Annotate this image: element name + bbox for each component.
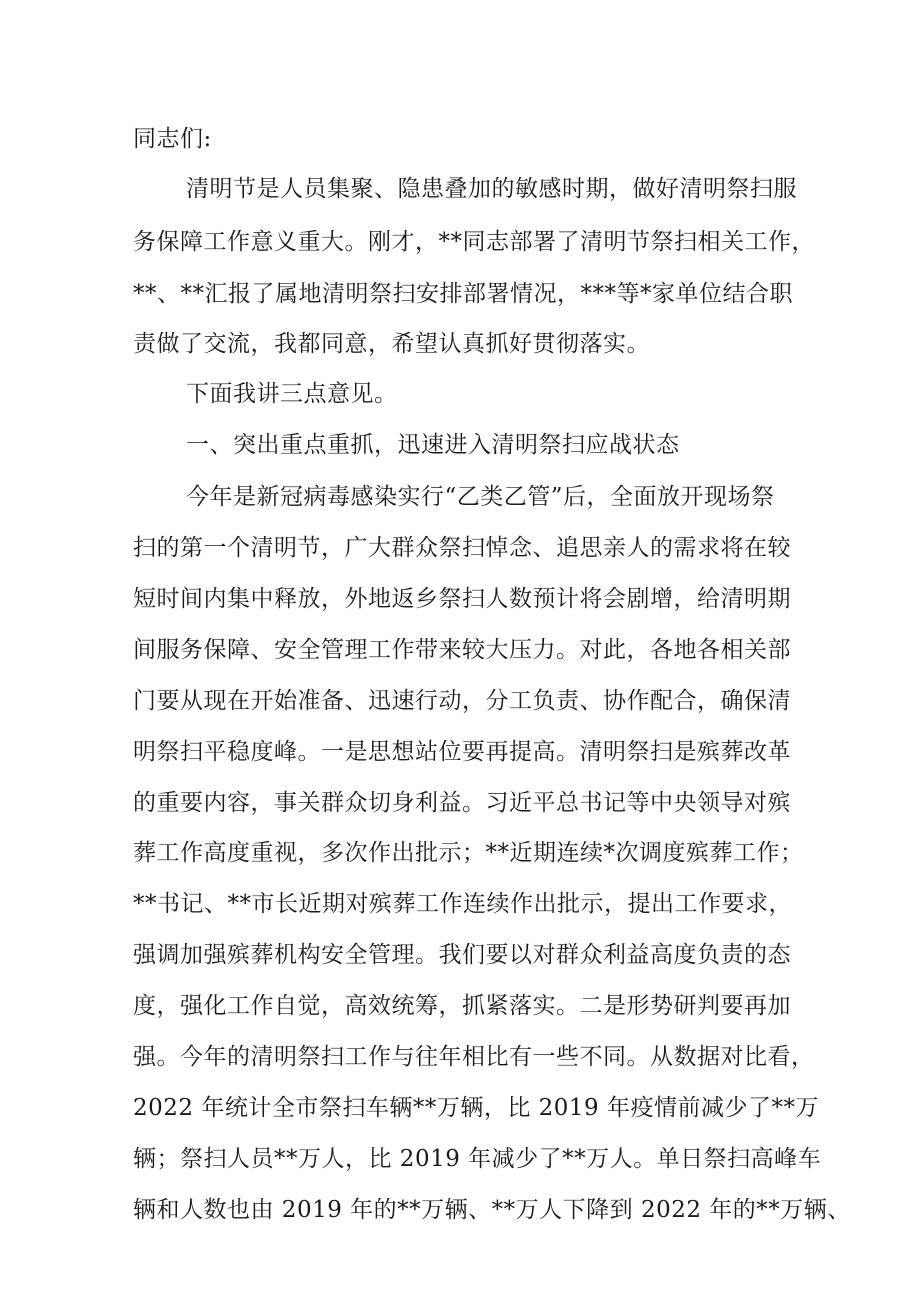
paragraph-line: 今年是新冠病毒感染实行“乙类乙管”后，全面放开现场祭 [186, 484, 775, 510]
paragraph-line: 辆和人数也由 2019 年的**万辆、**万人下降到 2022 年的**万辆、 [133, 1197, 851, 1223]
paragraph-line: 2022 年统计全市祭扫车辆**万辆，比 2019 年疫情前减少了**万 [133, 1095, 819, 1121]
paragraph-line: 间服务保障、安全管理工作带来较大压力。对此，各地各相关部 [133, 637, 791, 663]
paragraph-line: 强调加强殡葬机构安全管理。我们要以对群众利益高度负责的态 [133, 942, 791, 968]
paragraph-line: 度，强化工作自觉，高效统筹，抓紧落实。二是形势研判要再加 [133, 993, 791, 1019]
paragraph-line: 葬工作高度重视，多次作出批示；**近期连续*次调度殡葬工作； [133, 840, 804, 866]
paragraph-line: 明祭扫平稳度峰。一是思想站位要再提高。清明祭扫是殡葬改革 [133, 739, 791, 765]
paragraph-line: 的重要内容，事关群众切身利益。习近平总书记等中央领导对殡 [133, 790, 791, 816]
paragraph-line: 强。今年的清明祭扫工作与往年相比有一些不同。从数据对比看， [133, 1044, 815, 1070]
salutation: 同志们: [133, 126, 212, 152]
paragraph-line: 短时间内集中释放，外地返乡祭扫人数预计将会剧增，给清明期 [133, 586, 791, 612]
paragraph-line: 下面我讲三点意见。 [186, 381, 398, 407]
paragraph-line: 责做了交流，我都同意，希望认真抓好贯彻落实。 [133, 331, 650, 357]
paragraph-line: 辆；祭扫人员**万人，比 2019 年减少了**万人。单日祭扫高峰车 [133, 1146, 822, 1172]
paragraph-line: 门要从现在开始准备、迅速行动，分工负责、协作配合，确保清 [133, 688, 791, 714]
paragraph-line: 清明节是人员集聚、隐患叠加的敏感时期，做好清明祭扫服 [186, 176, 797, 202]
paragraph-line: 扫的第一个清明节，广大群众祭扫悼念、追思亲人的需求将在较 [133, 535, 791, 561]
paragraph-line: **书记、**市长近期对殡葬工作连续作出批示，提出工作要求， [133, 891, 792, 917]
section-heading: 一、突出重点重抓，迅速进入清明祭扫应战状态 [186, 432, 680, 458]
paragraph-line: **、**汇报了属地清明祭扫安排部署情况，***等*家单位结合职 [133, 281, 793, 307]
paragraph-line: 务保障工作意义重大。刚才，**同志部署了清明节祭扫相关工作， [133, 229, 815, 255]
